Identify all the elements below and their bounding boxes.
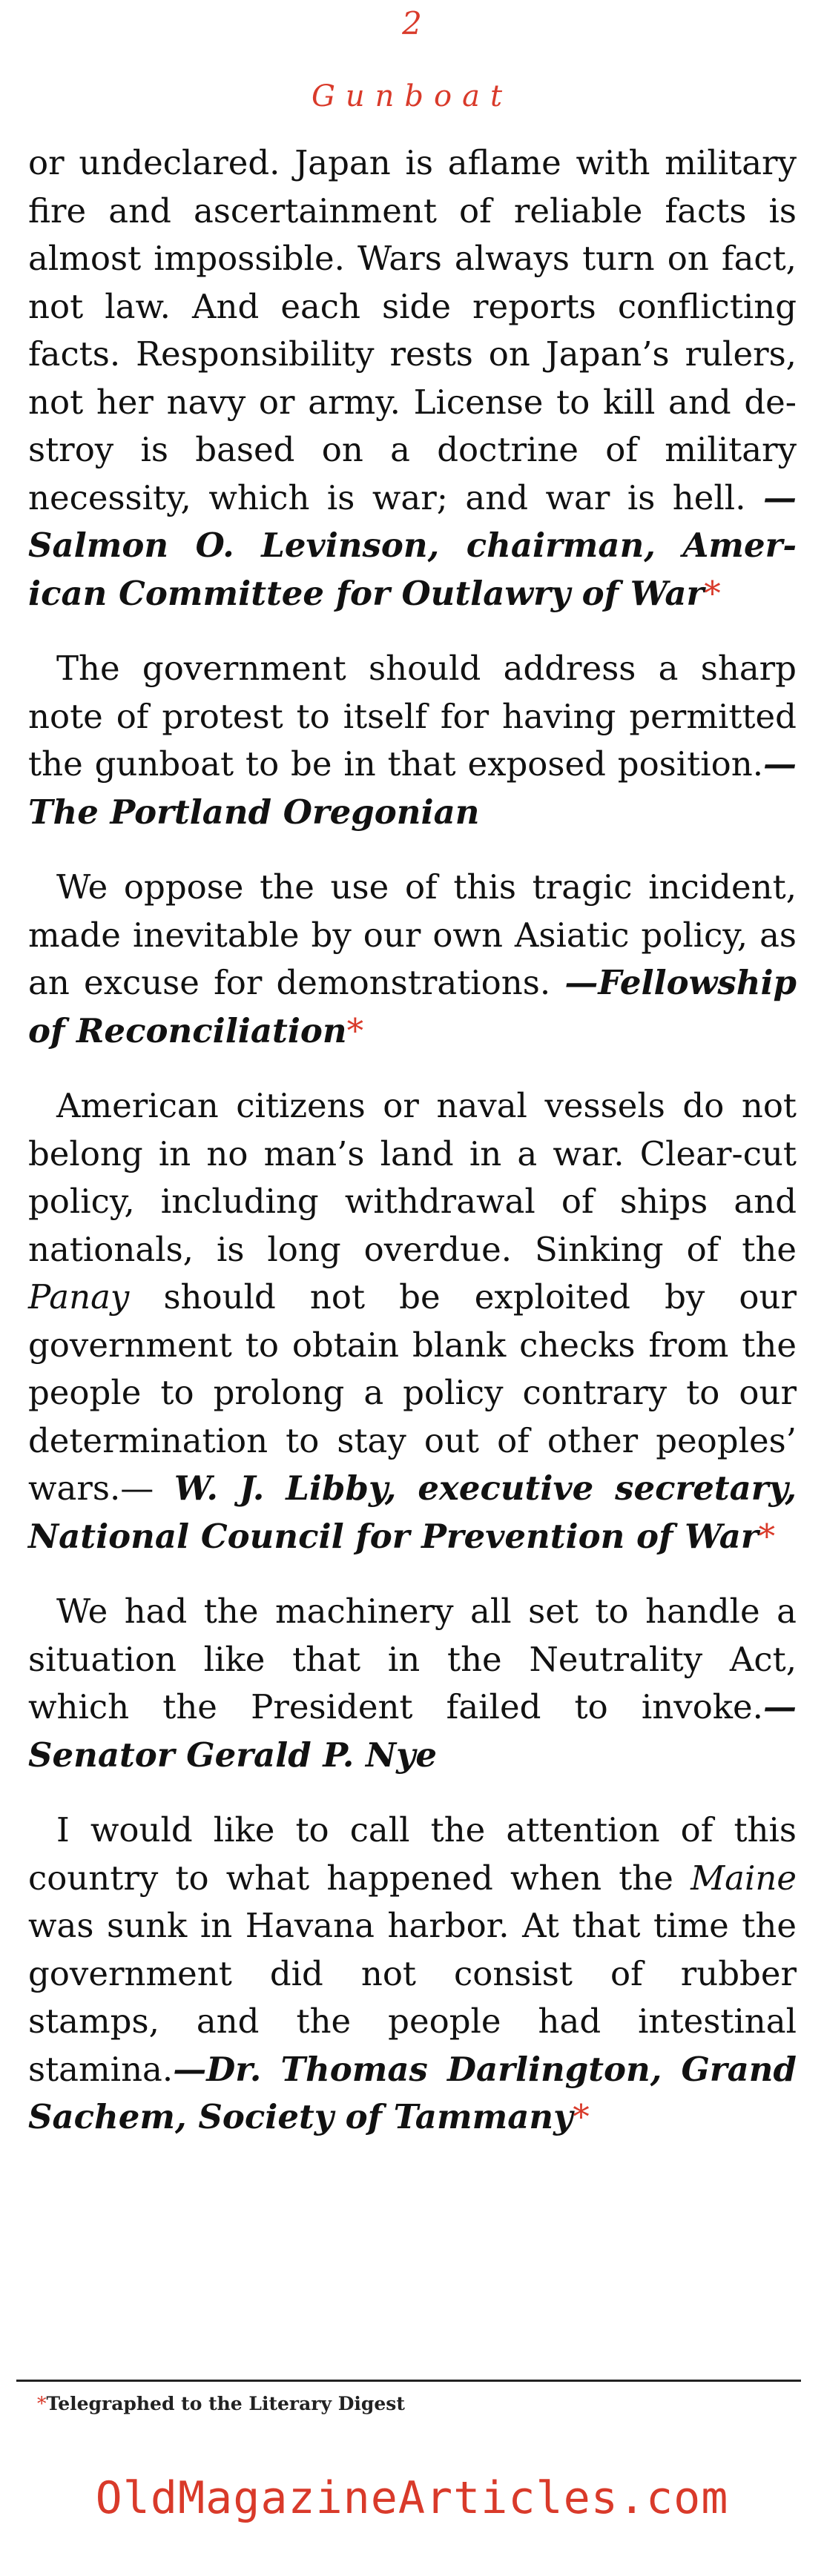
- site-watermark: OldMagazineArticles.com: [95, 2472, 729, 2524]
- footnote-marker: *: [37, 2393, 47, 2414]
- footnote-rule: [16, 2380, 801, 2382]
- quote-libby: [28, 1082, 797, 1560]
- article-body: [28, 139, 797, 2169]
- quote-attribution: W. J. Libby, executive secretary, National Council for Prevention of War: [28, 1469, 797, 1556]
- quote-text-after: was sunk in Havana harbor. At that time the government did not consist of rubber stamps, and the people had intestinal stamina.: [28, 1906, 797, 2089]
- quote-text: We oppose the use of this tragic incident, made inevitable by our own Asiatic policy, as an excuse for demonstrations.: [28, 867, 797, 1002]
- quote-text-before: I would like to call the attention of this country to what happened when the: [28, 1810, 797, 1898]
- quote-text: We had the machinery all set to handle a situation like that in the Neutrality Act, which the President failed to invoke.: [28, 1592, 797, 1726]
- quote-attribution: —Senator Gerald P. Nye: [28, 1687, 797, 1775]
- page-number: 2: [402, 5, 422, 42]
- telegraph-star: *: [573, 2097, 590, 2136]
- telegraph-star: *: [346, 1010, 364, 1050]
- footnote: [37, 2391, 779, 2417]
- quote-attribution: —Salmon O. Levinson, chairman, American Committee for Outlawry of War: [28, 477, 797, 613]
- quote-nye: [28, 1588, 797, 1779]
- running-title: Gunboat: [311, 79, 513, 113]
- telegraph-star: *: [758, 1516, 776, 1556]
- quote-oregonian: [28, 645, 797, 836]
- quote-attribution: —Fellowship of Reconciliation: [28, 963, 797, 1050]
- quote-darlington: [28, 1807, 797, 2142]
- quote-attribution: —The Portland Oregonian: [28, 744, 797, 832]
- quote-levinson: [28, 139, 797, 617]
- footnote-text: Telegraphed to the Literary Digest: [46, 2393, 405, 2414]
- quote-text: The government should address a sharp note of protest to itself for having permitted the gunboat to be in that exposed position.: [28, 649, 797, 784]
- ship-name-panay: Panay: [28, 1277, 130, 1317]
- telegraph-star: *: [704, 573, 721, 613]
- quote-text: or undeclared. Japan is aflame with military fire and ascertainment of reliable facts is almost impossible. Wars always turn on fact, not law. And each side reports conflicting facts. Responsibility rests on Japan’s rulers, not her navy or army. License to kill and destroy is based on a doctrine of military necessity, which is war; and war is hell.: [28, 143, 797, 517]
- quote-fellowship: [28, 864, 797, 1055]
- ship-name-maine: Maine: [690, 1858, 797, 1898]
- quote-text-after: should not be exploited by our government to obtain blank checks from the people to prolong a policy contrary to our determination to stay out of other peoples’ wars.—: [28, 1277, 797, 1508]
- quote-text-before: American citizens or naval vessels do not belong in no man’s land in a war. Clear-cut policy, including withdrawal of ships and nationals, is long overdue. Sinking of the: [28, 1086, 797, 1269]
- quote-attribution: —Dr. Thomas Darlington, Grand Sachem, Society of Tammany: [28, 2049, 797, 2136]
